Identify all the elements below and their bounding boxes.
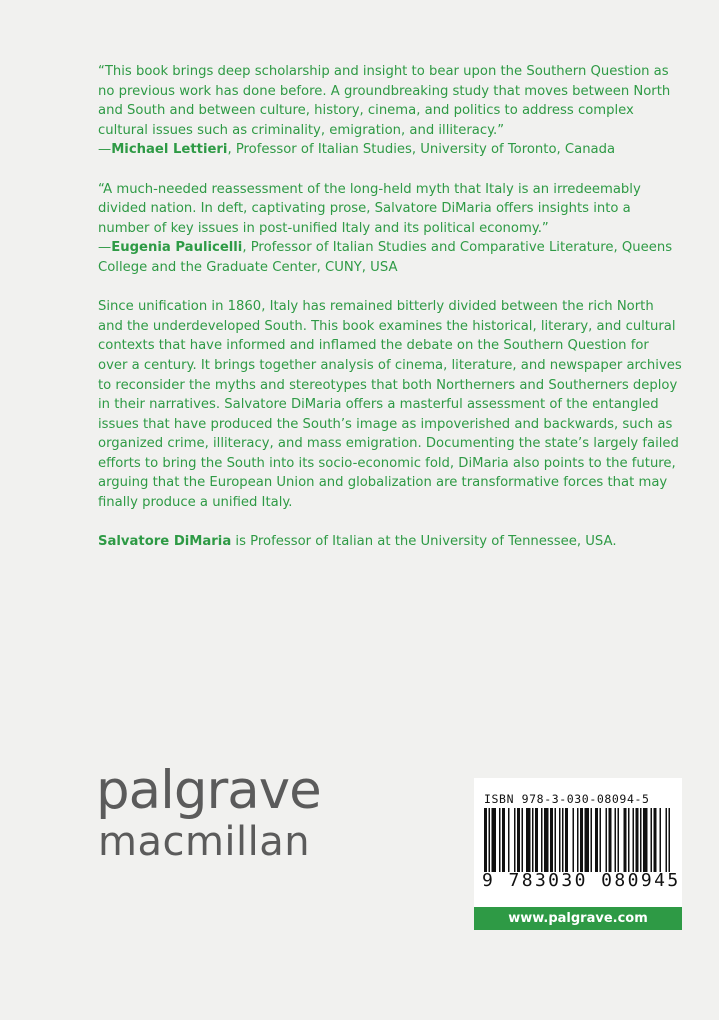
author-bio bbox=[98, 532, 682, 552]
barcode-bar bbox=[615, 808, 617, 872]
barcode-bar bbox=[484, 808, 487, 872]
blurb-author-affiliation: , Professor of Italian Studies, University of Toronto, Canada bbox=[227, 142, 616, 158]
back-cover-text bbox=[98, 62, 682, 571]
barcode-bar bbox=[595, 808, 598, 872]
book-description: Since unification in 1860, Italy has remained bitterly divided between the rich North and the underdeveloped South. This book examines the historical, literary, and cultural contexts that have informed and inflamed the debate on the Southern Question for over a century. It brings together analysis of cinema, literature, and newspaper archives to reconsider the myths and stereotypes that both Northerners and Southerners deploy in their narratives. Salvatore DiMaria offers a masterful assessment of the entangled issues that have produced the South’s image as impoverished and backwards, such as organized crime, illiteracy, and mass emigration. Documenting the state’s largely failed efforts to bring the South into its socio-economic fold, DiMaria also points to the future, arguing that the European Union and globalization are transformative forces that may finally produce a unified Italy. bbox=[98, 299, 682, 511]
barcode-bar bbox=[535, 808, 538, 872]
barcode-bar bbox=[606, 808, 608, 872]
barcode-bar bbox=[624, 808, 627, 872]
barcode-box bbox=[474, 778, 682, 908]
barcode-bar bbox=[577, 808, 579, 872]
barcode-bar bbox=[502, 808, 505, 872]
publisher-logo-line2: macmillan bbox=[98, 819, 311, 865]
barcode-bar bbox=[609, 808, 612, 872]
barcode-bar bbox=[492, 808, 497, 872]
barcode-bar bbox=[640, 808, 642, 872]
blurb-2 bbox=[98, 180, 682, 278]
barcode-bar bbox=[633, 808, 635, 872]
barcode-bar bbox=[522, 808, 524, 872]
blurb-author-name: Michael Lettieri bbox=[111, 142, 228, 158]
barcode-bar bbox=[517, 808, 520, 872]
barcode-bar bbox=[618, 808, 620, 872]
blurb-author-name: Eugenia Paulicelli bbox=[111, 240, 243, 256]
barcode-bar bbox=[651, 808, 653, 872]
barcode-bar bbox=[628, 808, 630, 872]
barcode-bar bbox=[508, 808, 510, 872]
barcode-bar bbox=[514, 808, 516, 872]
barcode-icon bbox=[484, 808, 670, 872]
ean-digits: 9 783030 080945 bbox=[482, 870, 681, 891]
barcode-bar bbox=[559, 808, 561, 872]
publisher-logo bbox=[96, 762, 321, 864]
publisher-website: www.palgrave.com bbox=[474, 907, 682, 930]
barcode-bar bbox=[580, 808, 583, 872]
blurb-quote: “A much-needed reassessment of the long-held myth that Italy is an irredeemably divided nation. In deft, captivating prose, Salvatore DiMaria offers insights into a number of key issues in post-unified Italy and its political economy.” bbox=[98, 181, 641, 236]
barcode-bar bbox=[654, 808, 657, 872]
blurb-author-affiliation: , Professor of Italian Studies and Comparative Literature, Queens College and the Graduate Center, CUNY, USA bbox=[98, 240, 673, 275]
barcode-bar bbox=[666, 808, 668, 872]
author-bio-text: is Professor of Italian at the University of Tennessee, USA. bbox=[231, 534, 617, 550]
barcode-bar bbox=[591, 808, 593, 872]
barcode-bar bbox=[669, 808, 671, 872]
blurb-dash: — bbox=[98, 142, 112, 158]
barcode-bar bbox=[643, 808, 648, 872]
barcode-bar bbox=[660, 808, 662, 872]
blurb-quote: “This book brings deep scholarship and insight to bear upon the Southern Question as no previous work has done before. A groundbreaking study that moves between North and South and between culture, history, cinema, and politics to address complex cultural issues such as criminality, emigration, and illiteracy.” bbox=[98, 64, 671, 138]
blurb-dash: — bbox=[98, 240, 112, 256]
barcode-bar bbox=[526, 808, 531, 872]
publisher-logo-line1: palgrave bbox=[96, 760, 321, 821]
barcode-bar bbox=[550, 808, 553, 872]
barcode-bar bbox=[532, 808, 534, 872]
blurb-1 bbox=[98, 62, 682, 160]
barcode-bar bbox=[573, 808, 575, 872]
barcode-bar bbox=[541, 808, 543, 872]
isbn-text: ISBN 978-3-030-08094-5 bbox=[484, 792, 650, 806]
barcode-bar bbox=[636, 808, 639, 872]
barcode-bar bbox=[600, 808, 602, 872]
barcode-bar bbox=[555, 808, 557, 872]
barcode-bar bbox=[489, 808, 491, 872]
barcode-bar bbox=[562, 808, 564, 872]
barcode-bar bbox=[499, 808, 501, 872]
barcode-bar bbox=[544, 808, 549, 872]
author-bio-name: Salvatore DiMaria bbox=[98, 534, 232, 550]
barcode-bar bbox=[565, 808, 568, 872]
barcode-bar bbox=[585, 808, 590, 872]
